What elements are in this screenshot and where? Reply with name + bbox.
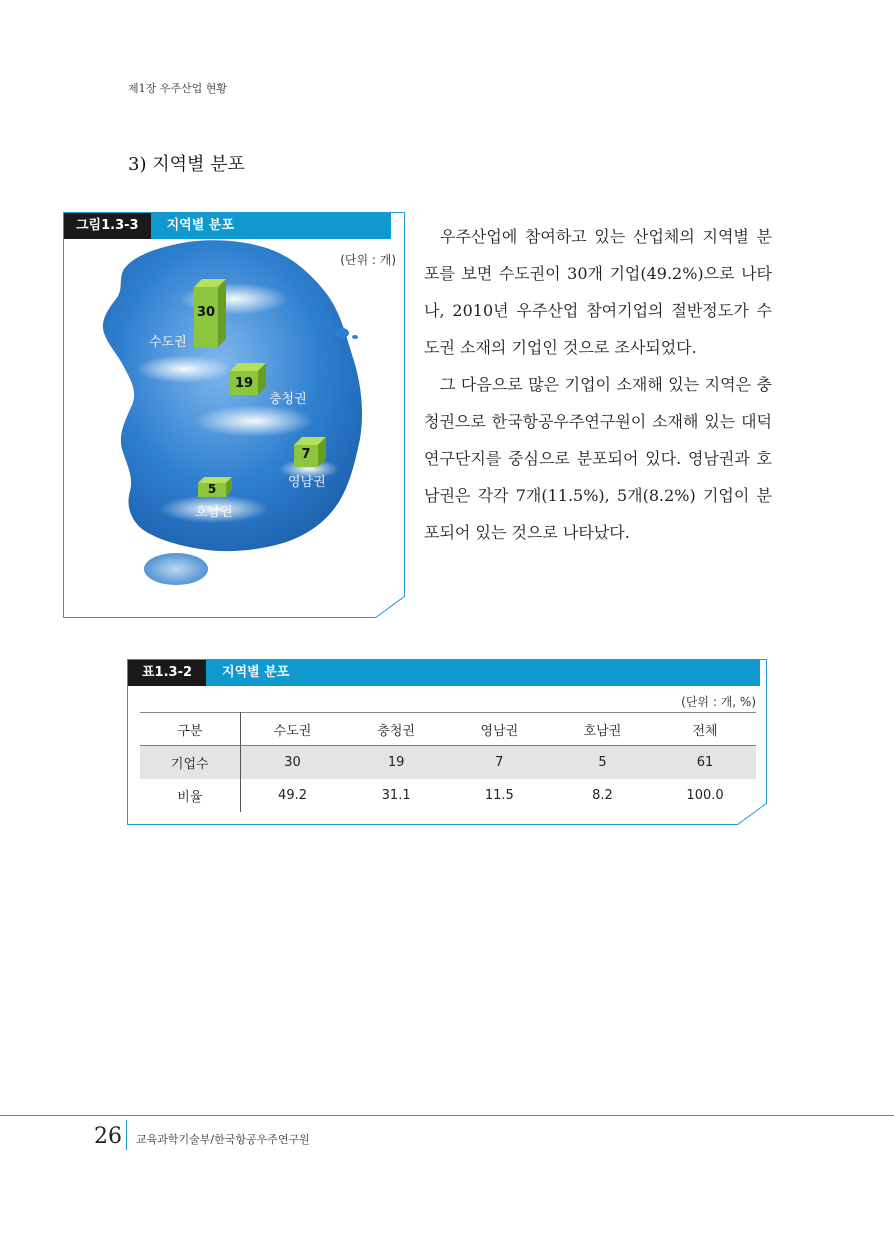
section-title: 3) 지역별 분포	[128, 154, 245, 175]
table-caption-bar	[128, 660, 766, 686]
body-text	[424, 218, 772, 551]
table-header-cell: 수도권	[240, 713, 345, 746]
paragraph: 그 다음으로 많은 기업이 소재해 있는 지역은 충청권으로 한국항공우주연구원이 소재해 있는 대덕 연구단지를 중심으로 분포되어 있다. 영남권과 호남권은 각각 7개(11.5%), 5개(8.2%) 기업이 분포되어 있는 것으로 나타났다.	[424, 375, 772, 542]
figure-caption-bar	[64, 213, 404, 239]
region-name-capital: 수도권	[149, 335, 187, 350]
table-unit: (단위 : 개, %)	[681, 695, 756, 709]
table-row	[140, 779, 756, 812]
table-header-cell: 구분	[140, 713, 240, 746]
table-cell: 5	[551, 746, 654, 779]
table-corner-cut	[737, 803, 767, 825]
table-cell: 30	[240, 746, 345, 779]
table-cell: 8.2	[592, 787, 613, 803]
region-value-honam: 5	[207, 482, 217, 496]
footer-separator	[126, 1120, 127, 1150]
table-cell: 7	[448, 746, 551, 779]
footer-organization: 교육과학기술부/한국항공우주연구원	[136, 1133, 310, 1146]
table-tag: 표1.3-2	[128, 660, 206, 686]
region-value-chungcheong: 19	[234, 376, 254, 391]
distribution-table	[140, 712, 756, 812]
table-cell: 49.2	[278, 787, 307, 803]
figure-corner-cut	[375, 596, 405, 618]
figure-unit: (단위 : 개)	[340, 253, 396, 267]
paragraph: 우주산업에 참여하고 있는 산업체의 지역별 분포를 보면 수도권이 30개 기업(49.2%)으로 나타나, 2010년 우주산업 참여기업의 절반정도가 수도권 소재의 기업인 것으로 조사되었다.	[424, 227, 772, 357]
table-header-cell: 전체	[654, 713, 756, 746]
table-header-cell: 영남권	[448, 713, 551, 746]
table-cell: 61	[654, 746, 756, 779]
table-header-row	[140, 713, 756, 746]
figure-title: 지역별 분포	[151, 213, 391, 239]
region-name-honam: 호남권	[195, 505, 233, 520]
figure-tag: 그림1.3-3	[64, 213, 151, 239]
running-head: 제1장 우주산업 현황	[128, 82, 227, 95]
table-panel	[127, 659, 767, 825]
korea-map-graphic	[64, 239, 404, 617]
region-value-capital: 30	[196, 305, 216, 320]
table-title: 지역별 분포	[206, 660, 760, 686]
korea-map	[64, 239, 404, 617]
table-cell: 11.5	[484, 787, 514, 803]
table-header-cell: 충청권	[345, 713, 448, 746]
figure-panel	[63, 212, 405, 618]
table-row-label: 기업수	[140, 746, 240, 779]
map-jeju	[144, 553, 208, 585]
table-header-cell: 호남권	[551, 713, 654, 746]
page-number: 26	[94, 1124, 122, 1149]
table-row-label: 비율	[140, 779, 240, 812]
table-cell: 100.0	[686, 787, 724, 803]
table-row	[140, 746, 756, 779]
region-name-yeongnam: 영남권	[288, 475, 326, 490]
region-name-chungcheong: 충청권	[269, 392, 307, 407]
table-cell: 31.1	[381, 787, 411, 803]
region-value-yeongnam: 7	[301, 447, 311, 462]
table-cell: 19	[345, 746, 448, 779]
footer-rule	[0, 1115, 894, 1116]
